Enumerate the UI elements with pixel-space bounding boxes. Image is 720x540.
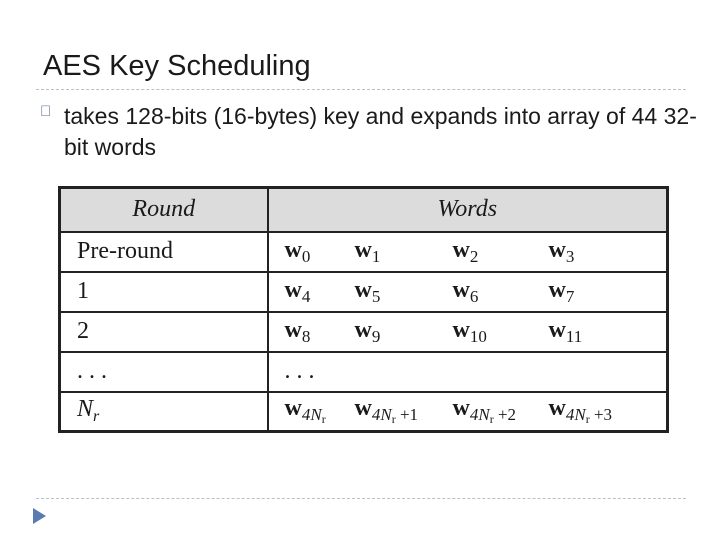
round-label: . . . xyxy=(60,352,268,392)
word: $w_{11}$ xyxy=(548,316,583,346)
title-divider xyxy=(36,89,686,90)
word: $w_6$ xyxy=(452,276,479,306)
table-row xyxy=(60,352,668,392)
key-schedule-table xyxy=(58,186,669,433)
table-row xyxy=(60,272,668,312)
word: $w_{4Nr +1}$ xyxy=(354,395,419,427)
word: $w_1$ xyxy=(354,236,381,266)
round-label: 1 xyxy=(60,272,268,312)
word: $w_9$ xyxy=(354,316,381,346)
word: $w_5$ xyxy=(354,276,381,306)
words-cell xyxy=(268,312,668,352)
round-label: Pre-round xyxy=(60,232,268,272)
table-row xyxy=(60,312,668,352)
table-row xyxy=(60,232,668,272)
round-label: 2 xyxy=(60,312,268,352)
words-cell xyxy=(268,232,668,272)
word: $w_0$ xyxy=(284,236,311,266)
word: $w_{4Nr}$ xyxy=(284,395,326,427)
footer-divider xyxy=(36,498,686,499)
table-header-row xyxy=(60,188,668,232)
words-cell: . . . xyxy=(268,352,668,392)
word: $w_7$ xyxy=(548,276,575,306)
words-cell xyxy=(268,272,668,312)
table-row xyxy=(60,392,668,432)
word: $w_2$ xyxy=(452,236,479,266)
bullet-text: takes 128-bits (16-bytes) key and expands into array of 44 32-bit words xyxy=(64,103,697,160)
round-label: $N_r$ xyxy=(60,392,268,432)
words-cell xyxy=(268,392,668,432)
word: $w_8$ xyxy=(284,316,311,346)
next-slide-arrow-icon[interactable] xyxy=(33,508,46,524)
word: $w_4$ xyxy=(284,276,311,306)
square-bullet-icon xyxy=(40,103,51,120)
header-round: Round xyxy=(60,188,268,232)
slide-title: AES Key Scheduling xyxy=(43,50,311,82)
word: $w_{4Nr +3}$ xyxy=(548,395,613,427)
header-words: Words xyxy=(268,188,668,232)
word: $w_{10}$ xyxy=(452,316,487,346)
word: $w_{4Nr +2}$ xyxy=(452,395,517,427)
word: $w_3$ xyxy=(548,236,575,266)
